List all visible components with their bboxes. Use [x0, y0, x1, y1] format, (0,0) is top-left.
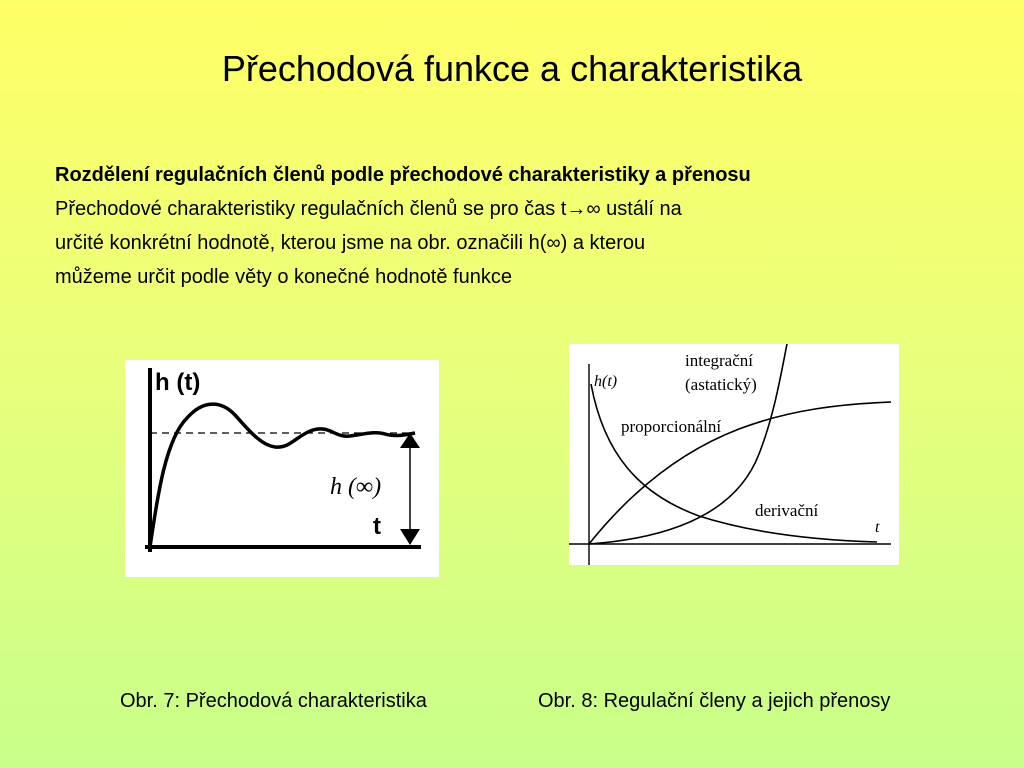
regulator-types-diagram	[569, 344, 899, 565]
slide-title: Přechodová funkce a charakteristika	[221, 48, 803, 89]
figure1-caption: Obr. 7: Přechodová charakteristika	[120, 690, 427, 712]
step-response-diagram	[125, 360, 439, 577]
figure-regulator-types	[569, 344, 899, 565]
derivative-label: derivační	[755, 501, 819, 520]
value-arrow-bottom	[400, 529, 420, 545]
figure-step-response	[125, 360, 439, 577]
section-heading: Rozdělení regulačních členů podle přechodové charakteristiky a přenosu	[55, 164, 751, 186]
x-axis-label: t	[373, 513, 381, 540]
integral-label-line1: integrační	[685, 351, 753, 370]
proportional-label: proporcionální	[621, 417, 722, 436]
y-axis-label: h(t)	[594, 373, 618, 390]
x-axis-label: t	[875, 519, 880, 536]
integral-label-line2: (astatický)	[685, 375, 757, 394]
lead-text	[55, 158, 955, 294]
description-paragraph: Přechodové charakteristiky regulačních členů se pro čas t→∞ ustálí na určité konkrétní hodnotě, kterou jsme na obr. označili h(∞) a kterou můžeme určit podle věty o konečné hodnotě funkce	[55, 198, 682, 288]
y-axis-label: h (t)	[155, 369, 201, 396]
figure2-caption: Obr. 8: Regulační členy a jejich přenosy	[538, 690, 891, 712]
derivative-curve	[591, 384, 877, 542]
value-label: h (∞)	[330, 474, 382, 500]
